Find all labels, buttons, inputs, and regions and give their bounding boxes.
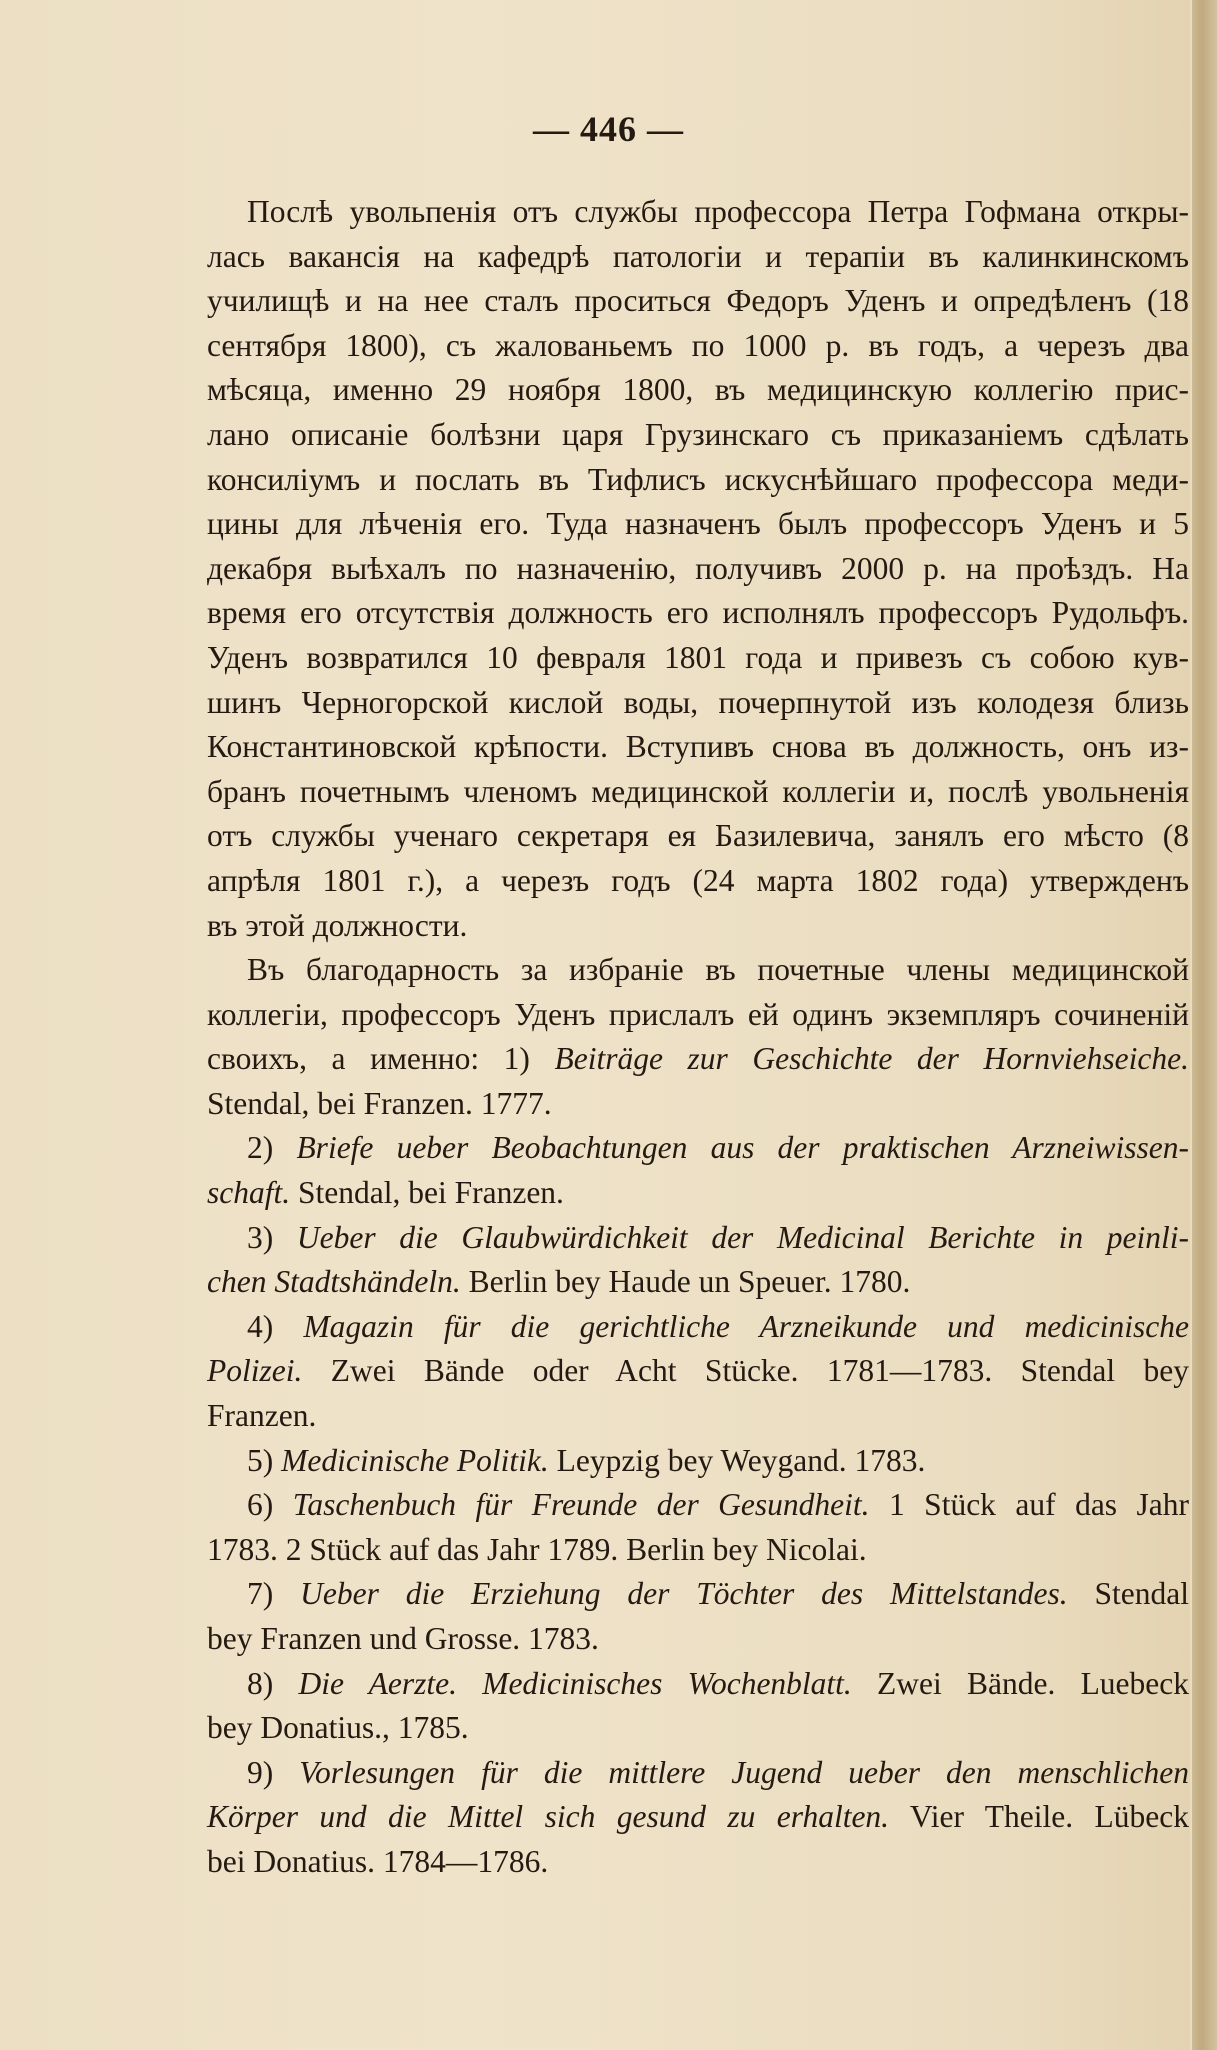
work-line (207, 1349, 1189, 1394)
work-line (207, 1483, 1189, 1528)
work-number: 3) (247, 1219, 274, 1255)
work-number: 9) (247, 1754, 274, 1790)
work-title: Beiträge zur Geschichte der Hornviehseiche. (554, 1041, 1189, 1077)
work-publication: 1 Stück auf das Jahr (869, 1487, 1189, 1523)
work-line (207, 1171, 1189, 1216)
work-publication: bei Donatius. 1784—1786. (207, 1843, 549, 1879)
work-publication: 1783. 2 Stück auf das Jahr 1789. Berlin bey Nicolai. (207, 1531, 867, 1567)
page-number: — 446 — (533, 109, 684, 149)
paragraph-2 (207, 948, 1189, 1126)
work-publication: Stendal, bei Franzen. (290, 1175, 564, 1211)
work-number: 5) (247, 1442, 274, 1478)
work-item (207, 1572, 1189, 1661)
paragraph-1-line: бранъ почетнымъ членомъ медицинской коллегіи и, послѣ увольненія (207, 773, 1189, 809)
work-title: Ueber die Glaubwürdichkeit der Medicinal Berichte in peinli- (296, 1219, 1189, 1255)
work-title: Medicinische Politik. (281, 1442, 549, 1478)
work-line (207, 1394, 1189, 1439)
paragraph-1-line: Послѣ увольпенія отъ службы профессора Петра Гофмана откры- (247, 194, 1189, 229)
paragraph-1-line: лась вакансія на кафедрѣ патологіи и терапіи въ калинкинскомъ (207, 238, 1189, 274)
work-number: 4) (247, 1308, 274, 1344)
work-title: Taschenbuch für Freunde der Gesundheit. (292, 1487, 870, 1523)
work-title: Ueber die Erziehung der Töchter des Mittelstandes. (300, 1576, 1068, 1612)
work-item (207, 1439, 1189, 1484)
work-line (207, 1528, 1189, 1573)
work-number: 7) (247, 1576, 274, 1612)
work-item (207, 1662, 1189, 1751)
paragraph-1-line: Уденъ возвратился 10 февраля 1801 года и привезъ съ собою кув- (207, 639, 1189, 675)
work-title: Polizei. (207, 1353, 303, 1389)
work-line (207, 1126, 1189, 1171)
work-publication: Franzen. (207, 1398, 317, 1434)
work-publication: Zwei Bände. Luebeck (851, 1665, 1190, 1701)
paragraph-1-line: сентября 1800), съ жалованьемъ по 1000 р. въ годъ, а черезъ два (207, 327, 1189, 363)
work-line (207, 1439, 1189, 1484)
work-title: Magazin für die gerichtliche Arzneikunde und medicinische (303, 1308, 1190, 1344)
paragraph-1-line: шинъ Черногорской кислой воды, почерпнутой изъ колодезя близь (207, 684, 1189, 720)
work-line (207, 1840, 1189, 1885)
paragraph-1-line: апрѣля 1801 г.), а черезъ годъ (24 марта 1802 года) утвержденъ (207, 862, 1189, 898)
work-publication: Stendal (1067, 1576, 1189, 1612)
paragraph-1-line: время его отсутствія должность его исполнялъ профессоръ Рудольфъ. (207, 595, 1189, 631)
work-line (207, 1216, 1189, 1261)
work-line (207, 1617, 1189, 1662)
paragraph-1-line: консиліумъ и послать въ Тифлисъ искуснѣйшаго профессора меди- (207, 461, 1189, 497)
work-publication: bey Franzen und Grosse. 1783. (207, 1621, 599, 1656)
work-number: 6) (247, 1487, 274, 1523)
paragraph-1 (207, 190, 1189, 948)
paragraph-1-line: цины для лѣченія его. Туда назначенъ былъ профессоръ Уденъ и 5 (207, 506, 1189, 542)
work-title: Die Aerzte. Medicinisches Wochenblatt. (298, 1665, 852, 1701)
paragraph-2-line: Stendal, bei Franzen. 1777. (207, 1085, 552, 1121)
paragraph-2-line: Въ благодарность за избраніе въ почетные члены медицинской (247, 952, 1189, 988)
work-number: 2) (247, 1130, 274, 1166)
work-item (207, 1305, 1189, 1439)
work-publication: Zwei Bände oder Acht Stücke. 1781—1783. Stendal bey (302, 1353, 1189, 1389)
work-title: schaft. (207, 1175, 291, 1211)
paragraph-1-line: въ этой должности. (207, 907, 468, 943)
paragraph-1-line: мѣсяца, именно 29 ноября 1800, въ медицинскую коллегію прис- (207, 372, 1189, 408)
work-line (207, 1795, 1189, 1840)
work-title: Briefe ueber Beobachtungen aus der praktischen Arzneiwissen- (296, 1130, 1190, 1166)
works-list (207, 1126, 1189, 1884)
work-title: chen Stadtshändeln. (207, 1264, 461, 1300)
page-edge (1192, 0, 1217, 2050)
work-line (207, 1662, 1189, 1707)
work-item (207, 1216, 1189, 1305)
paragraph-1-line: Константиновской крѣпости. Вступивъ снова въ должность, онъ из- (207, 729, 1189, 765)
work-title: Vorlesungen für die mittlere Jugend ueber den menschlichen (299, 1754, 1189, 1790)
work-item (207, 1751, 1189, 1885)
work-title: Körper und die Mittel sich gesund zu erhalten. (207, 1799, 890, 1835)
work-line (207, 1305, 1189, 1350)
work-line (207, 1260, 1189, 1305)
work-line (207, 1706, 1189, 1751)
work-publication: bey Donatius., 1785. (207, 1710, 469, 1746)
work-item (207, 1126, 1189, 1215)
paragraph-1-line: лано описаніе болѣзни царя Грузинскаго съ приказаніемъ сдѣлать (207, 416, 1189, 452)
paragraph-1-line: декабря выѣхалъ по назначенію, получивъ 2000 р. на проѣздъ. На (207, 550, 1189, 586)
work-number: 8) (247, 1665, 274, 1701)
paragraph-2-line: коллегіи, профессоръ Уденъ прислалъ ей одинъ экземпляръ сочиненій (207, 996, 1189, 1032)
work-publication: Vier Theile. Lübeck (889, 1799, 1189, 1835)
page-body (207, 190, 1189, 1885)
work-publication: Leypzig bey Weygand. 1783. (548, 1442, 926, 1478)
work-publication: Berlin bey Haude un Speuer. 1780. (460, 1264, 911, 1300)
work-line (207, 1751, 1189, 1796)
paragraph-1-line: училищѣ и на нее сталъ проситься Федоръ Уденъ и опредѣленъ (18 (207, 283, 1189, 319)
paragraph-1-line: отъ службы ученаго секретаря ея Базилевича, занялъ его мѣсто (8 (207, 818, 1189, 854)
paragraph-2-line (207, 1037, 1189, 1082)
work-item (207, 1483, 1189, 1572)
paragraph-2-text: своихъ, а именно: 1) (207, 1041, 555, 1077)
work-line (207, 1572, 1189, 1617)
